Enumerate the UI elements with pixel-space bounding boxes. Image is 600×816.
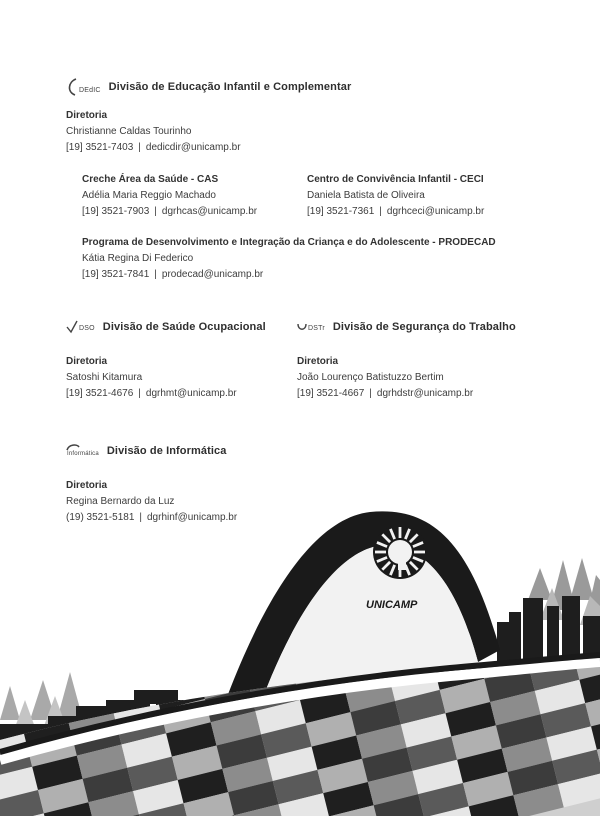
ceci-email[interactable]: dgrhceci@unicamp.br <box>386 206 485 217</box>
ground-tile <box>92 617 142 651</box>
unicamp-wordmark: UNICAMP <box>366 599 418 611</box>
informatica-logo-icon: Informática <box>66 443 99 459</box>
ground-tile <box>182 595 232 629</box>
ground-tile <box>545 529 595 563</box>
informatica-title: Divisão de Informática <box>106 445 227 457</box>
dstr-diretoria-email[interactable]: dgrhdstr@unicamp.br <box>376 388 474 399</box>
dedic-logo-icon: DEdIC <box>66 78 101 96</box>
ground-tile <box>533 482 583 516</box>
dedic-diretoria-role: Diretoria <box>66 110 108 121</box>
ground-tile <box>0 616 48 650</box>
unicamp-logo-icon <box>373 525 427 579</box>
informatica-diretoria: Diretoria Regina Bernardo da Luz (19) 3521-5181 | dgrhinf@unicamp.br <box>66 480 238 523</box>
ground-tile <box>193 641 243 675</box>
ground-tile <box>539 506 589 540</box>
dso-diretoria-role: Diretoria <box>66 356 108 367</box>
dso-diretoria: Diretoria Satoshi Kitamura [19] 3521-4676 | dgrhmt@unicamp.br <box>66 356 237 399</box>
dstr-diretoria-name: João Lourenço Batistuzzo Bertim <box>297 372 444 383</box>
ground-tile <box>578 471 600 505</box>
dso-diretoria-name: Satoshi Kitamura <box>66 372 143 383</box>
informatica-diretoria-email[interactable]: dgrhinf@unicamp.br <box>147 512 238 523</box>
trees-left <box>0 672 82 720</box>
dstr-logo-icon: DSTr <box>297 320 325 334</box>
cas-email[interactable]: dgrhcas@unicamp.br <box>161 206 258 217</box>
ground-tile <box>188 618 238 652</box>
ground-tile <box>0 650 9 684</box>
dedic-diretoria: Diretoria Christianne Caldas Tourinho [19] 3521-7403 | dedicdir@unicamp.br <box>66 110 241 153</box>
dstr-diretoria-phone: [19] 3521-4667 <box>297 388 365 399</box>
ground-tile <box>87 594 137 628</box>
dstr-diretoria-role: Diretoria <box>297 356 339 367</box>
dstr-title: Divisão de Segurança do Trabalho <box>332 321 516 333</box>
ground-tile <box>444 505 494 539</box>
ground-tile <box>137 606 187 640</box>
informatica-diretoria-phone: (19) 3521-5181 <box>66 512 135 523</box>
dso-diretoria-phone: [19] 3521-4676 <box>66 388 134 399</box>
dedic-ceci: Centro de Convivência Infantil - CECI Daniela Batista de Oliveira [19] 3521-7361 | dgrhceci@unicamp.br <box>307 174 485 217</box>
ground-tile <box>589 518 600 552</box>
ground-tile <box>488 494 538 528</box>
ground-tile <box>0 627 3 661</box>
ground-tile <box>42 605 92 639</box>
cas-role: Creche Área da Saúde - CAS <box>82 174 219 185</box>
logo-ray <box>399 527 402 538</box>
ground-tile <box>221 560 271 594</box>
dso-title: Divisão de Saúde Ocupacional <box>102 321 266 333</box>
ground-tile <box>9 662 59 696</box>
prodecad-phone: [19] 3521-7841 <box>82 269 150 280</box>
cas-phone: [19] 3521-7903 <box>82 206 150 217</box>
ground-tile <box>595 541 600 575</box>
logo-ray <box>375 551 386 554</box>
logo-ray <box>414 551 425 554</box>
informatica-diretoria-role: Diretoria <box>66 480 108 491</box>
ground-tile <box>583 495 600 529</box>
cas-name: Adélia Maria Reggio Machado <box>82 190 216 201</box>
ground-tile <box>98 640 148 674</box>
dso-logo-icon: DSO <box>66 320 95 334</box>
prodecad-email[interactable]: prodecad@unicamp.br <box>161 269 264 280</box>
dedic-prodecad: Programa de Desenvolvimento e Integração da Criança e do Adolescente - PRODECAD Kátia Regina Di Federico [19] 3521-7841 | prodecad@unicamp.br <box>82 237 496 280</box>
ceci-name: Daniela Batista de Oliveira <box>307 190 425 201</box>
ground-tile <box>143 629 193 663</box>
dedic-diretoria-name: Christianne Caldas Tourinho <box>66 126 192 137</box>
ground-tile <box>500 540 550 574</box>
ceci-phone: [19] 3521-7361 <box>307 206 375 217</box>
informatica-diretoria-name: Regina Bernardo da Luz <box>66 496 175 507</box>
ground-tile <box>54 651 104 685</box>
ground-tile <box>48 628 98 662</box>
dso-diretoria-email[interactable]: dgrhmt@unicamp.br <box>145 388 237 399</box>
ground-tile <box>149 652 199 686</box>
ground-tile <box>131 583 181 617</box>
dstr-diretoria: Diretoria João Lourenço Batistuzzo Bertim [19] 3521-4667 | dgrhdstr@unicamp.br <box>297 356 474 399</box>
ground-tile <box>176 571 226 605</box>
prodecad-role: Programa de Desenvolvimento e Integração da Criança e do Adolescente - PRODECAD <box>82 237 496 248</box>
ceci-role: Centro de Convivência Infantil - CECI <box>307 174 484 185</box>
dedic-title: Divisão de Educação Infantil e Complementar <box>108 81 352 93</box>
dedic-diretoria-phone: [19] 3521-7403 <box>66 142 134 153</box>
dedic-cas: Creche Área da Saúde - CAS Adélia Maria Reggio Machado [19] 3521-7903 | dgrhcas@unicamp.br <box>82 174 258 217</box>
prodecad-name: Kátia Regina Di Federico <box>82 253 194 264</box>
ground-tile <box>494 517 544 551</box>
ground-tile <box>3 639 53 673</box>
dedic-diretoria-email[interactable]: dedicdir@unicamp.br <box>145 142 241 153</box>
